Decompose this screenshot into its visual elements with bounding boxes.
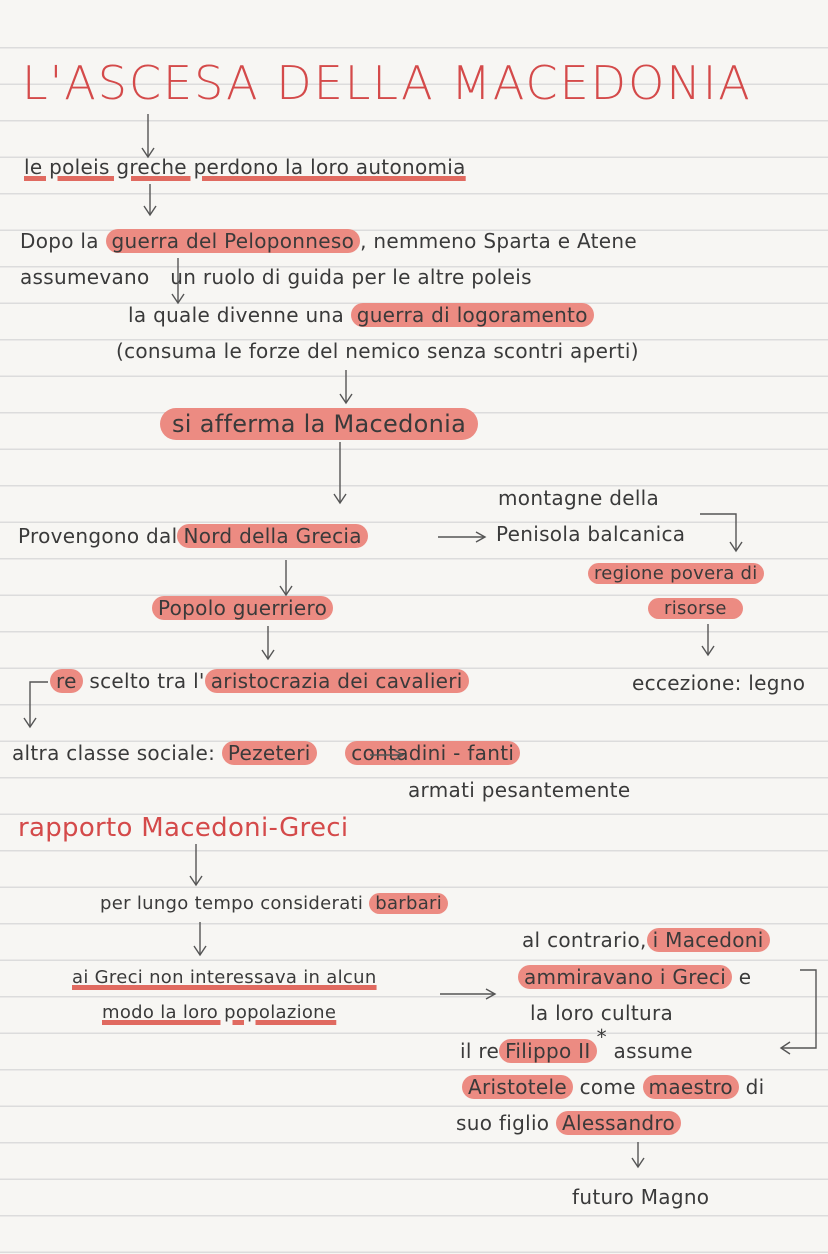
altra-prefix: altra classe sociale: [12, 741, 216, 765]
asterisk: * [596, 1025, 607, 1049]
arrow-ai-greci-to-contrario [440, 989, 495, 999]
risorse-text: risorse [648, 598, 743, 619]
arrow-ammiravano-to-filippo [781, 970, 816, 1054]
nord-grecia: Nord della Grecia [177, 524, 367, 548]
i-macedoni: i Macedoni [647, 928, 770, 952]
line-re [50, 668, 469, 694]
guerra-logoramento: guerra di logoramento [351, 303, 594, 327]
maestro: maestro [643, 1075, 739, 1099]
arrow-risorse-to-eccezione [702, 624, 714, 655]
guerra-peloponneso: guerra del Peloponneso [106, 229, 361, 253]
line-eccezione: eccezione: legno [632, 671, 806, 695]
line-armati: armati pesantemente [408, 778, 631, 802]
arrow-re-to-altra [24, 682, 48, 727]
line-consuma: (consuma le forze del nemico senza scontri aperti) [116, 339, 639, 363]
arrow-montagne-to-regione [700, 514, 742, 551]
poleis-text: le poleis greche perdono la loro autonomia [24, 155, 466, 179]
afferma-macedonia: si afferma la Macedonia [160, 408, 478, 440]
line-poleis [24, 154, 466, 180]
line-cultura: la loro cultura [530, 1001, 674, 1025]
come: come [579, 1075, 636, 1099]
lungo-prefix: per lungo tempo considerati [100, 893, 364, 914]
re-mid: scelto tra l' [89, 669, 205, 693]
line-penisola: Penisola balcanica [496, 522, 686, 546]
arrow-poleis-to-dopo [144, 184, 156, 215]
line-filippo [460, 1025, 693, 1064]
line-montagne: montagne della [498, 486, 660, 510]
aristotele: Aristotele [462, 1075, 573, 1099]
line-quale [128, 302, 594, 328]
quale-prefix: la quale divenne una [128, 303, 345, 327]
arrow-consuma-to-afferma [340, 370, 352, 403]
line-provengono [18, 523, 368, 549]
ammiravano-greci: ammiravano i Greci [518, 965, 732, 989]
alessandro: Alessandro [556, 1111, 681, 1135]
contrario-prefix: al contrario, [522, 928, 647, 952]
ai-greci-1-text: ai Greci non interessava in alcun [72, 967, 377, 988]
line-popolo [152, 595, 333, 621]
ammiravano-suffix: e [738, 965, 752, 989]
arrow-afferma-to-provengono [334, 442, 346, 503]
arrow-nord-to-penisola [438, 532, 485, 542]
line-rapporto: rapporto Macedoni-Greci [18, 813, 349, 843]
dopo-suffix: , nemmeno Sparta e Atene [360, 229, 637, 253]
line-figlio [456, 1110, 681, 1136]
contadini-fanti: contadini - fanti [345, 741, 520, 765]
arrow-alessandro-to-futuro [632, 1142, 644, 1167]
figlio-prefix: suo figlio [456, 1111, 550, 1135]
barbari: barbari [369, 893, 448, 914]
line-assumevano [20, 264, 532, 290]
dopo-prefix: Dopo la [20, 229, 99, 253]
filippo-suffix: assume [613, 1039, 693, 1063]
pezeteri: Pezeteri [222, 741, 317, 765]
line-regione [588, 561, 764, 587]
assumevano-prefix: assumevano [20, 265, 150, 289]
page-title: L'ASCESA DELLA MACEDONIA [22, 56, 752, 110]
line-risorse [648, 596, 743, 622]
arrow-title-to-poleis [142, 114, 154, 157]
filippo-ii: Filippo II [499, 1039, 597, 1063]
regione-povera: regione povera di [588, 563, 764, 584]
assumevano-rest: un ruolo di guida per le altre poleis [170, 265, 532, 289]
line-afferma [160, 409, 478, 439]
line-ammiravano [518, 964, 751, 990]
arrow-lungo-to-ai-greci [194, 922, 206, 955]
re-label: re [50, 669, 83, 693]
line-ai-greci-1 [72, 965, 377, 991]
filippo-prefix: il re [460, 1039, 500, 1063]
line-dopo [20, 228, 637, 254]
line-lungo [100, 891, 448, 917]
line-futuro: futuro Magno [572, 1185, 710, 1209]
arrow-rapporto-to-lungo [190, 844, 202, 885]
ai-greci-2-text: modo la loro popolazione [102, 1002, 337, 1023]
arrow-popolo-to-re [262, 626, 274, 659]
di: di [745, 1075, 765, 1099]
line-aristotele [462, 1074, 765, 1100]
line-ai-greci-2 [102, 1000, 336, 1026]
provengono-prefix: Provengono dal [18, 524, 178, 548]
line-altra [12, 740, 520, 766]
aristocrazia-cavalieri: aristocrazia dei cavalieri [205, 669, 469, 693]
arrow-provengono-to-popolo [280, 560, 292, 595]
line-contrario [522, 927, 770, 953]
popolo-guerriero: Popolo guerriero [152, 596, 333, 620]
